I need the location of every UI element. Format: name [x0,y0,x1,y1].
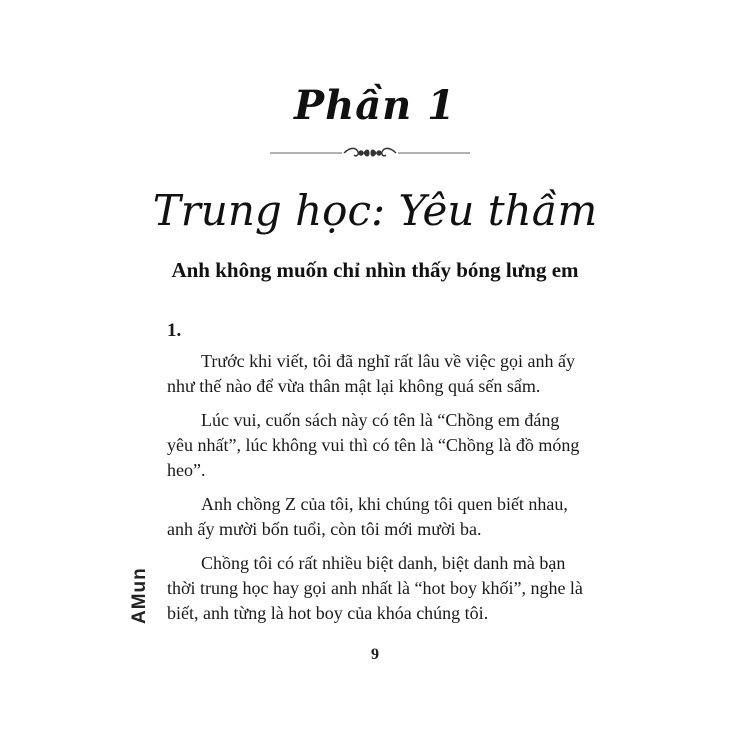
publisher-logo-text: AMun [129,567,150,624]
publisher-logo [96,548,150,626]
paragraph: Anh chồng Z của tôi, khi chúng tôi quen biết nhau, anh ấy mười bốn tuổi, còn tôi mới mười ba. [167,494,568,539]
ornament-divider [270,142,470,164]
section-number: 1. [167,320,182,341]
paragraph: Trước khi viết, tôi đã nghĩ rất lâu về việc gọi anh ấy như thế nào để vừa thân mật lại không quá sến sẩm. [167,351,576,396]
part-title: Phần 1 [294,82,456,129]
paragraph: Chồng tôi có rất nhiều biệt danh, biệt danh mà bạn thời trung học hay gọi anh nhất là “hot boy khối”, nghe là biết, anh từng là hot boy của khóa chúng tôi. [167,553,583,623]
flourish-icon [344,148,396,156]
page-number: 9 [371,646,379,663]
chapter-subtitle: Anh không muốn chỉ nhìn thấy bóng lưng em [171,258,579,282]
paragraph: Lúc vui, cuốn sách này có tên là “Chồng em đáng yêu nhất”, lúc không vui thì có tên là “Chồng là đồ móng heo”. [167,410,580,480]
chapter-title: Trung học: Yêu thầm [152,186,598,235]
body-text [167,349,585,635]
